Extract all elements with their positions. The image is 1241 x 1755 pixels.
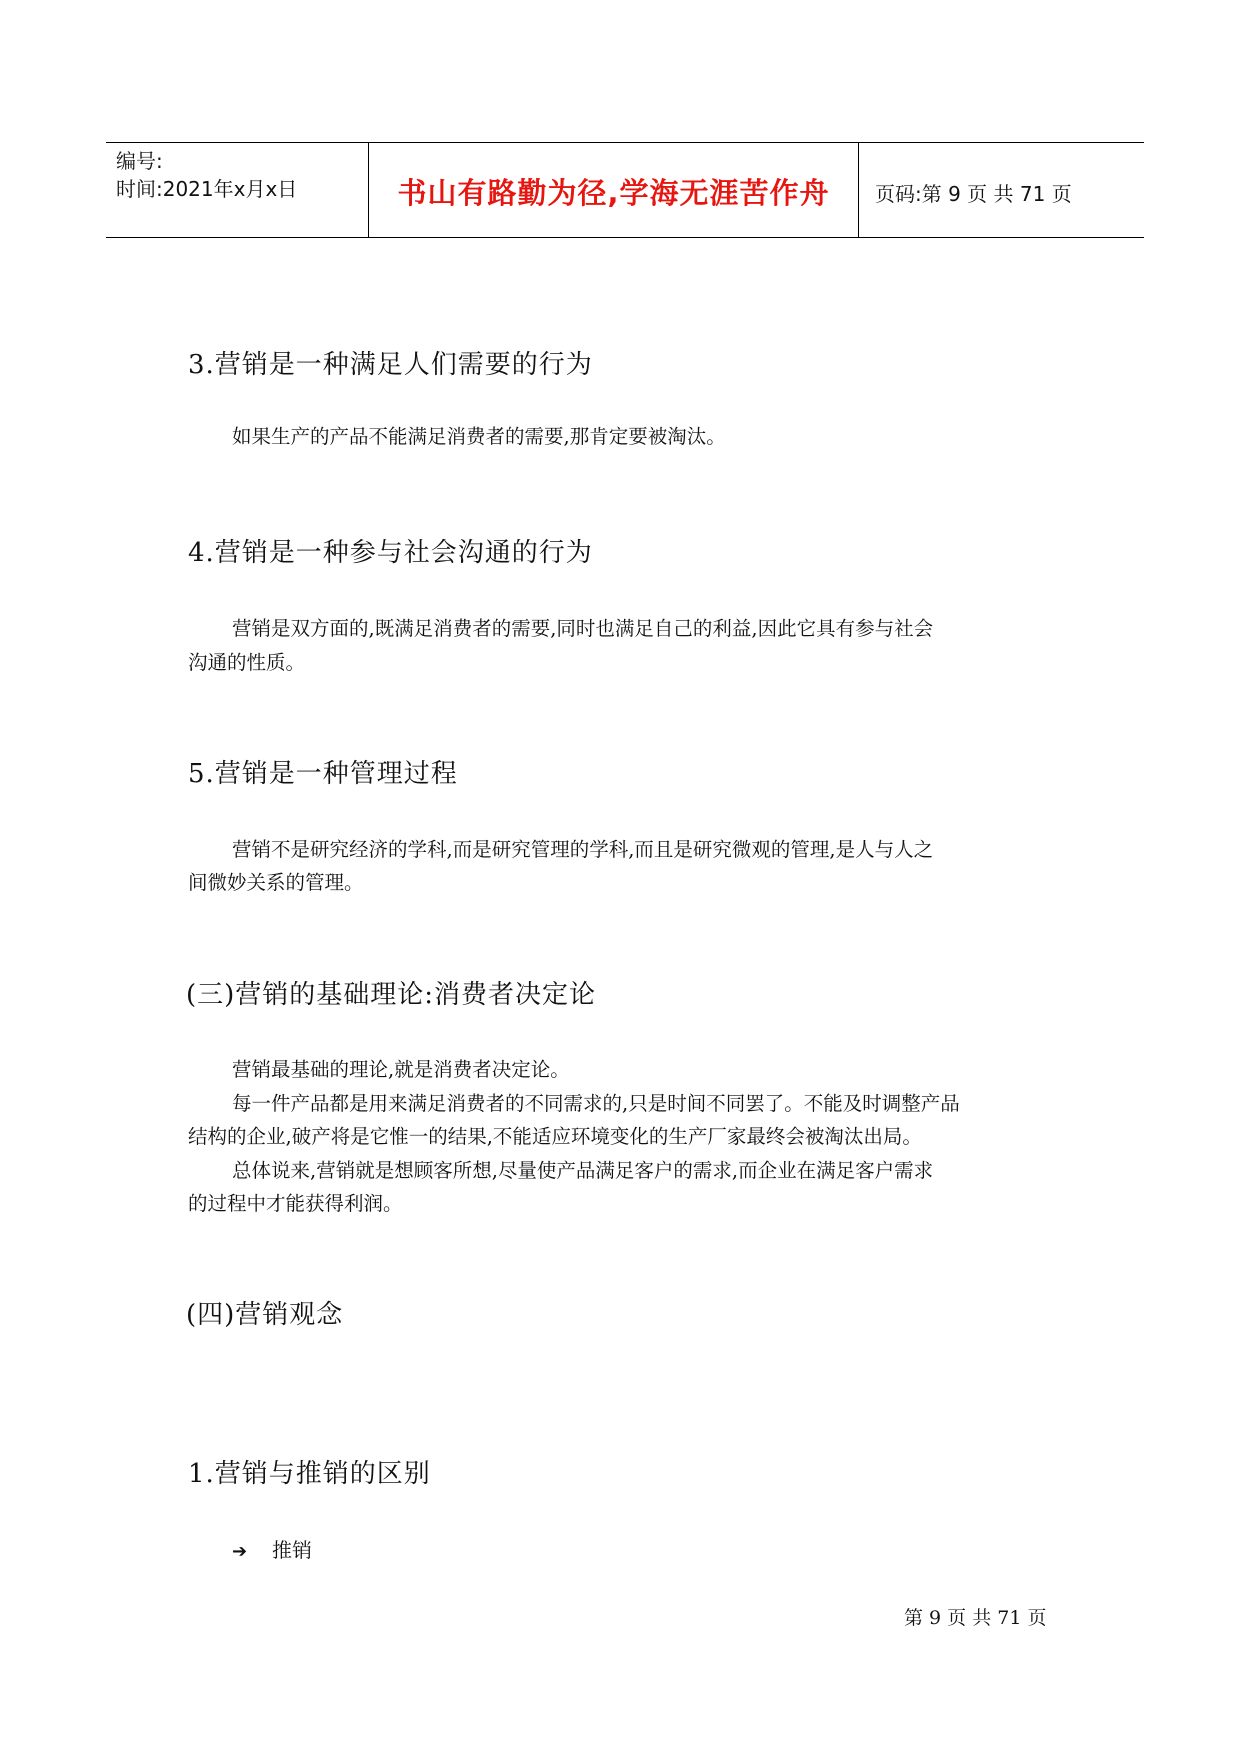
section-heading: 3.营销是一种满足人们需要的行为	[188, 350, 593, 380]
page-footer: 第 9 页 共 71 页	[904, 1607, 1047, 1629]
page-header	[106, 142, 1144, 238]
document-time-label: 时间:2021年x月x日	[116, 177, 298, 201]
header-meta-cell	[106, 143, 369, 237]
header-motto: 书山有路勤为径,学海无涯苦作舟	[397, 176, 830, 210]
paragraph-line: 的过程中才能获得利润。	[188, 1192, 403, 1215]
bullet-text: 推销	[272, 1538, 312, 1562]
paragraph: 如果生产的产品不能满足消费者的需要,那肯定要被淘汰。	[232, 425, 726, 448]
header-page-cell	[859, 143, 1144, 237]
right-arrow-icon: ➔	[232, 1541, 248, 1562]
paragraph-line: 间微妙关系的管理。	[188, 871, 364, 894]
bullet-item	[232, 1534, 312, 1563]
paragraph-line: 沟通的性质。	[188, 651, 306, 674]
paragraph-line: 结构的企业,破产将是它惟一的结果,不能适应环境变化的生产厂家最终会被淘汰出局。	[188, 1125, 922, 1148]
section-heading: (三)营销的基础理论:消费者决定论	[186, 980, 597, 1010]
section-heading: 4.营销是一种参与社会沟通的行为	[188, 538, 593, 568]
paragraph-line: 每一件产品都是用来满足消费者的不同需求的,只是时间不同罢了。不能及时调整产品	[232, 1092, 960, 1115]
paragraph: 营销最基础的理论,就是消费者决定论。	[232, 1058, 570, 1081]
header-motto-cell	[369, 143, 859, 237]
paragraph-line: 营销是双方面的,既满足消费者的需要,同时也满足自己的利益,因此它具有参与社会	[232, 617, 934, 640]
paragraph-line: 总体说来,营销就是想顾客所想,尽量使产品满足客户的需求,而企业在满足客户需求	[232, 1159, 934, 1182]
section-heading: (四)营销观念	[186, 1300, 344, 1330]
header-page-info: 页码:第 9 页 共 71 页	[875, 182, 1072, 206]
section-heading: 1.营销与推销的区别	[188, 1459, 431, 1489]
section-heading: 5.营销是一种管理过程	[188, 759, 458, 789]
document-number-label: 编号:	[116, 149, 163, 173]
paragraph-line: 营销不是研究经济的学科,而是研究管理的学科,而且是研究微观的管理,是人与人之	[232, 838, 934, 861]
